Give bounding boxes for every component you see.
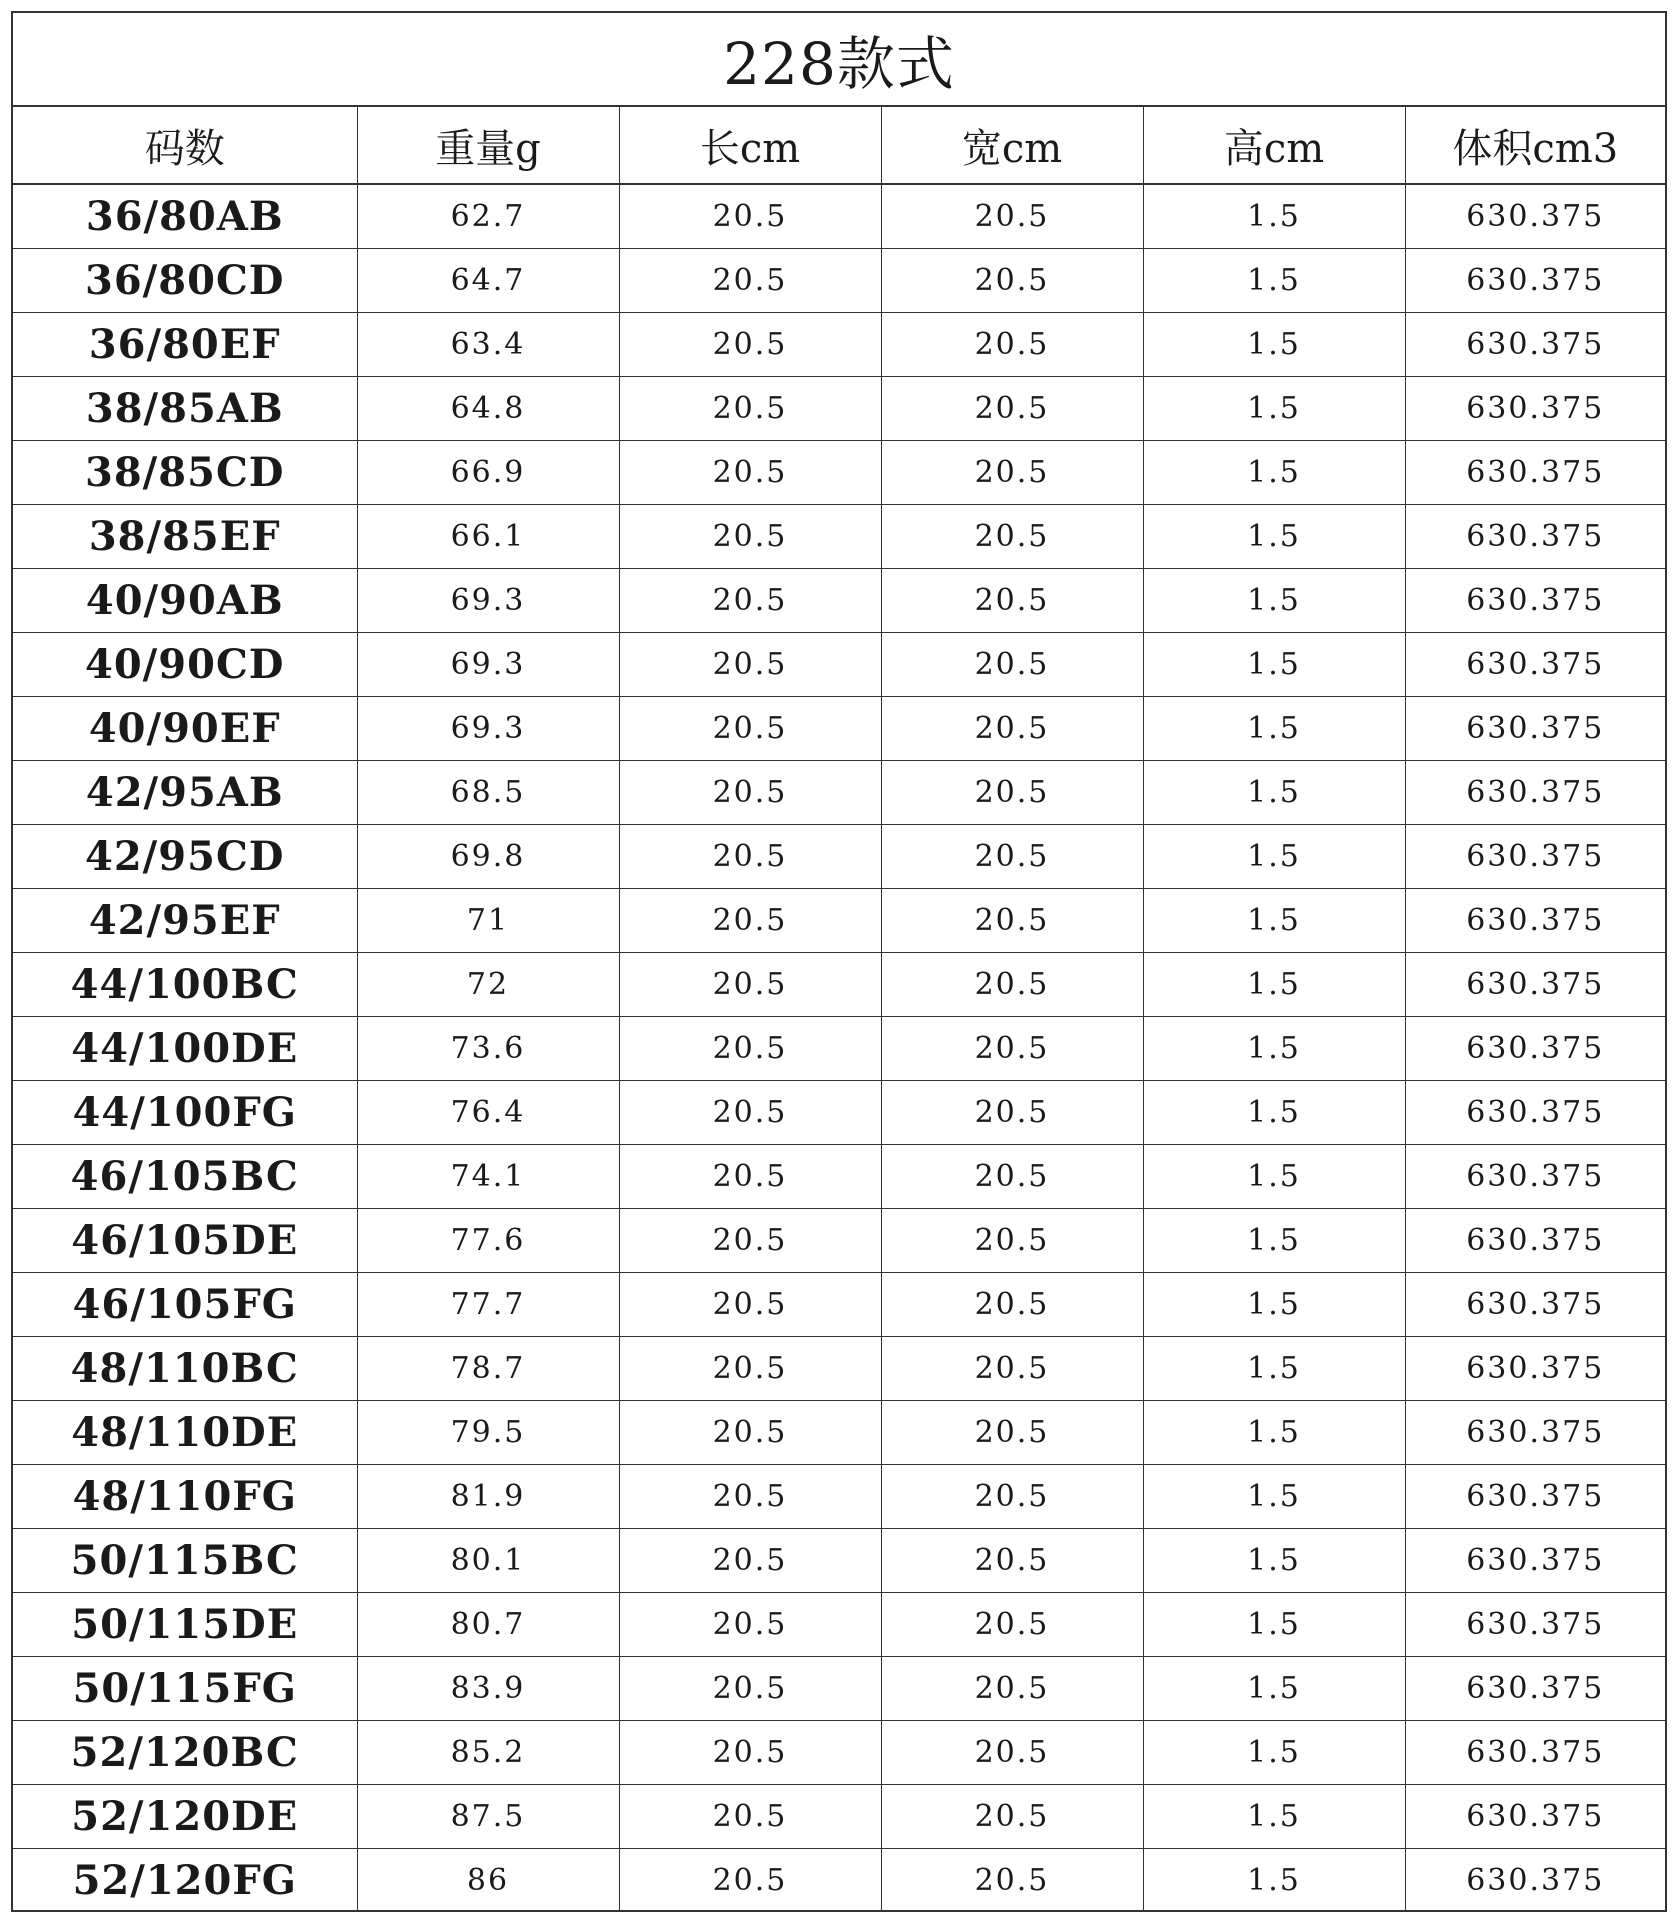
- size-cell: 52/120DE: [13, 1785, 357, 1849]
- table-title: 228款式: [13, 13, 1665, 107]
- length-cell: 20.5: [619, 1721, 881, 1785]
- volume-cell: 630.375: [1466, 1863, 1605, 1898]
- table-row: [13, 1209, 1665, 1273]
- table-row: [13, 1593, 1665, 1657]
- table-row: [13, 1849, 1665, 1913]
- weight-cell: 86: [357, 1849, 619, 1913]
- size-cell: 40/90AB: [13, 569, 357, 633]
- table-row: [13, 441, 1665, 505]
- volume-cell: 630.375: [1405, 1785, 1665, 1849]
- width-cell: 20.5: [881, 1721, 1143, 1785]
- size-cell: 38/85AB: [13, 377, 357, 441]
- height-cell: 1.5: [1143, 505, 1405, 569]
- length-cell: 20.5: [619, 1785, 881, 1849]
- volume-cell: 630.375: [1405, 1657, 1665, 1721]
- width-cell: 20.5: [881, 1337, 1143, 1401]
- height-cell: 1.5: [1143, 1785, 1405, 1849]
- table-row: [13, 1657, 1665, 1721]
- table-row: [13, 633, 1665, 697]
- width-cell: 20.5: [881, 1657, 1143, 1721]
- weight-cell: 62.7: [357, 184, 619, 249]
- table-row: [13, 377, 1665, 441]
- volume-cell: 630.375: [1405, 505, 1665, 569]
- length-cell: 20.5: [619, 505, 881, 569]
- length-cell: 20.5: [619, 697, 881, 761]
- volume-cell: 630.375: [1405, 825, 1665, 889]
- width-cell: 20.5: [881, 889, 1143, 953]
- length-cell: 20.5: [619, 1209, 881, 1273]
- table-row: [13, 184, 1665, 249]
- length-cell: 20.5: [619, 184, 881, 249]
- size-table-sheet: [11, 11, 1667, 1912]
- column-header-length: 长cm: [619, 107, 881, 184]
- table-row: [13, 249, 1665, 313]
- volume-cell: 630.375: [1405, 953, 1665, 1017]
- column-header-height: 高cm: [1143, 107, 1405, 184]
- volume-cell: 630.375: [1405, 1337, 1665, 1401]
- size-cell: 52/120FG: [13, 1849, 357, 1913]
- width-cell: 20.5: [881, 1273, 1143, 1337]
- table-row: [13, 1081, 1665, 1145]
- table-row: [13, 1337, 1665, 1401]
- height-cell: 1.5: [1143, 1657, 1405, 1721]
- length-cell: 20.5: [619, 1657, 881, 1721]
- width-cell: 20.5: [881, 825, 1143, 889]
- size-cell: 50/115DE: [13, 1593, 357, 1657]
- width-cell: 20.5: [881, 1593, 1143, 1657]
- weight-cell: 72: [357, 953, 619, 1017]
- weight-cell: 87.5: [357, 1785, 619, 1849]
- volume-cell: 630.375: [1405, 1401, 1665, 1465]
- length-cell: 20.5: [619, 1273, 881, 1337]
- width-cell: 20.5: [881, 1401, 1143, 1465]
- width-cell: 20.5: [881, 953, 1143, 1017]
- height-cell: 1.5: [1143, 1721, 1405, 1785]
- volume-cell: 630.375: [1405, 377, 1665, 441]
- weight-cell: 69.3: [357, 569, 619, 633]
- size-cell: 44/100FG: [13, 1081, 357, 1145]
- height-cell: 1.5: [1143, 249, 1405, 313]
- table-row: [13, 505, 1665, 569]
- weight-cell: 80.7: [357, 1593, 619, 1657]
- size-cell: 42/95AB: [13, 761, 357, 825]
- height-cell: 1.5: [1143, 1529, 1405, 1593]
- volume-cell: 630.375: [1405, 1209, 1665, 1273]
- height-cell: 1.5: [1143, 1273, 1405, 1337]
- height-cell: 1.5: [1143, 377, 1405, 441]
- length-cell: 20.5: [619, 569, 881, 633]
- width-cell: 20.5: [881, 313, 1143, 377]
- volume-cell: 630.375: [1405, 1017, 1665, 1081]
- height-cell: 1.5: [1143, 1849, 1405, 1913]
- table-body: [13, 184, 1665, 1912]
- width-cell: 20.5: [881, 441, 1143, 505]
- table-row: [13, 1145, 1665, 1209]
- size-cell: 46/105BC: [13, 1145, 357, 1209]
- width-cell: 20.5: [881, 505, 1143, 569]
- weight-cell: 78.7: [357, 1337, 619, 1401]
- length-cell: 20.5: [619, 889, 881, 953]
- width-cell: 20.5: [881, 249, 1143, 313]
- length-cell: 20.5: [619, 1849, 881, 1913]
- width-cell: 20.5: [881, 1081, 1143, 1145]
- size-cell: 48/110DE: [13, 1401, 357, 1465]
- length-cell: 20.5: [619, 377, 881, 441]
- volume-cell: 630.375: [1405, 1529, 1665, 1593]
- height-cell: 1.5: [1143, 1209, 1405, 1273]
- width-cell: 20.5: [881, 1017, 1143, 1081]
- weight-cell: 77.6: [357, 1209, 619, 1273]
- length-cell: 20.5: [619, 1401, 881, 1465]
- weight-cell: 74.1: [357, 1145, 619, 1209]
- size-cell: 50/115FG: [13, 1657, 357, 1721]
- header-row: [13, 107, 1665, 184]
- width-cell: 20.5: [881, 1465, 1143, 1529]
- width-cell: 20.5: [881, 697, 1143, 761]
- height-cell: 1.5: [1143, 825, 1405, 889]
- height-cell: 1.5: [1143, 1145, 1405, 1209]
- length-cell: 20.5: [619, 761, 881, 825]
- volume-cell: 630.375: [1405, 697, 1665, 761]
- size-cell: 50/115BC: [13, 1529, 357, 1593]
- size-cell: 44/100DE: [13, 1017, 357, 1081]
- volume-cell: 630.375: [1405, 441, 1665, 505]
- volume-cell: 630.375: [1405, 1465, 1665, 1529]
- height-cell: 1.5: [1143, 1465, 1405, 1529]
- weight-cell: 79.5: [357, 1401, 619, 1465]
- weight-cell: 69.8: [357, 825, 619, 889]
- table-row: [13, 1529, 1665, 1593]
- weight-cell: 80.1: [357, 1529, 619, 1593]
- table-row: [13, 1465, 1665, 1529]
- height-cell: 1.5: [1143, 1337, 1405, 1401]
- width-cell: 20.5: [881, 569, 1143, 633]
- length-cell: 20.5: [619, 441, 881, 505]
- table-row: [13, 1721, 1665, 1785]
- length-cell: 20.5: [619, 1017, 881, 1081]
- length-cell: 20.5: [619, 825, 881, 889]
- table-row: [13, 1785, 1665, 1849]
- volume-cell: 630.375: [1405, 313, 1665, 377]
- height-cell: 1.5: [1143, 633, 1405, 697]
- weight-cell: 77.7: [357, 1273, 619, 1337]
- size-cell: 42/95EF: [13, 889, 357, 953]
- height-cell: 1.5: [1143, 313, 1405, 377]
- length-cell: 20.5: [619, 633, 881, 697]
- weight-cell: 73.6: [357, 1017, 619, 1081]
- volume-cell: 630.375: [1405, 569, 1665, 633]
- weight-cell: 81.9: [357, 1465, 619, 1529]
- size-cell: 48/110FG: [13, 1465, 357, 1529]
- height-cell: 1.5: [1143, 1081, 1405, 1145]
- height-cell: 1.5: [1143, 184, 1405, 249]
- height-cell: 1.5: [1143, 441, 1405, 505]
- table-row: [13, 889, 1665, 953]
- size-cell: 36/80EF: [13, 313, 357, 377]
- volume-cell: 630.375: [1405, 184, 1665, 249]
- length-cell: 20.5: [619, 249, 881, 313]
- volume-cell: 630.375: [1405, 1721, 1665, 1785]
- weight-cell: 83.9: [357, 1657, 619, 1721]
- size-cell: 36/80CD: [13, 249, 357, 313]
- column-header-volume: 体积cm3: [1405, 107, 1665, 184]
- width-cell: 20.5: [881, 761, 1143, 825]
- table-row: [13, 313, 1665, 377]
- size-cell: 40/90CD: [13, 633, 357, 697]
- length-cell: 20.5: [619, 953, 881, 1017]
- column-header-size: 码数: [13, 107, 357, 184]
- width-cell: 20.5: [881, 377, 1143, 441]
- weight-cell: 68.5: [357, 761, 619, 825]
- weight-cell: 76.4: [357, 1081, 619, 1145]
- table-row: [13, 761, 1665, 825]
- table-row: [13, 1273, 1665, 1337]
- weight-cell: 66.1: [357, 505, 619, 569]
- weight-cell: 63.4: [357, 313, 619, 377]
- volume-cell: 630.375: [1405, 1273, 1665, 1337]
- table-row: [13, 953, 1665, 1017]
- height-cell: 1.5: [1143, 569, 1405, 633]
- weight-cell: 69.3: [357, 633, 619, 697]
- width-cell: 20.5: [881, 184, 1143, 249]
- size-cell: 46/105DE: [13, 1209, 357, 1273]
- volume-cell: 630.375: [1405, 633, 1665, 697]
- height-cell: 1.5: [1143, 953, 1405, 1017]
- width-cell: 20.5: [881, 1209, 1143, 1273]
- length-cell: 20.5: [619, 1337, 881, 1401]
- table-row: [13, 569, 1665, 633]
- weight-cell: 69.3: [357, 697, 619, 761]
- column-header-width: 宽cm: [881, 107, 1143, 184]
- height-cell: 1.5: [1143, 1017, 1405, 1081]
- volume-cell: 630.375: [1405, 1593, 1665, 1657]
- size-cell: 40/90EF: [13, 697, 357, 761]
- weight-cell: 85.2: [357, 1721, 619, 1785]
- size-table: [13, 107, 1665, 1912]
- volume-cell: 630.375: [1405, 1081, 1665, 1145]
- height-cell: 1.5: [1143, 1593, 1405, 1657]
- length-cell: 20.5: [619, 1081, 881, 1145]
- volume-cell: 630.375: [1405, 889, 1665, 953]
- size-cell: 38/85CD: [13, 441, 357, 505]
- size-cell: 46/105FG: [13, 1273, 357, 1337]
- length-cell: 20.5: [619, 1145, 881, 1209]
- size-cell: 38/85EF: [13, 505, 357, 569]
- table-row: [13, 697, 1665, 761]
- length-cell: 20.5: [619, 1593, 881, 1657]
- size-cell: 44/100BC: [13, 953, 357, 1017]
- width-cell: 20.5: [881, 1529, 1143, 1593]
- column-header-weight: 重量g: [357, 107, 619, 184]
- weight-cell: 64.8: [357, 377, 619, 441]
- volume-cell: 630.375: [1405, 1145, 1665, 1209]
- volume-cell: 630.375: [1405, 761, 1665, 825]
- weight-cell: 64.7: [357, 249, 619, 313]
- width-cell: 20.5: [881, 1849, 1143, 1913]
- table-row: [13, 1401, 1665, 1465]
- size-cell: 42/95CD: [13, 825, 357, 889]
- width-cell: 20.5: [881, 1145, 1143, 1209]
- size-cell: 36/80AB: [13, 184, 357, 249]
- length-cell: 20.5: [619, 1465, 881, 1529]
- weight-cell: 66.9: [357, 441, 619, 505]
- length-cell: 20.5: [619, 313, 881, 377]
- table-row: [13, 825, 1665, 889]
- weight-cell: 71: [357, 889, 619, 953]
- size-cell: 52/120BC: [13, 1721, 357, 1785]
- size-cell: 48/110BC: [13, 1337, 357, 1401]
- table-row: [13, 1017, 1665, 1081]
- width-cell: 20.5: [881, 633, 1143, 697]
- volume-cell: 630.375: [1405, 249, 1665, 313]
- height-cell: 1.5: [1143, 889, 1405, 953]
- height-cell: 1.5: [1143, 697, 1405, 761]
- length-cell: 20.5: [619, 1529, 881, 1593]
- height-cell: 1.5: [1143, 761, 1405, 825]
- width-cell: 20.5: [881, 1785, 1143, 1849]
- height-cell: 1.5: [1143, 1401, 1405, 1465]
